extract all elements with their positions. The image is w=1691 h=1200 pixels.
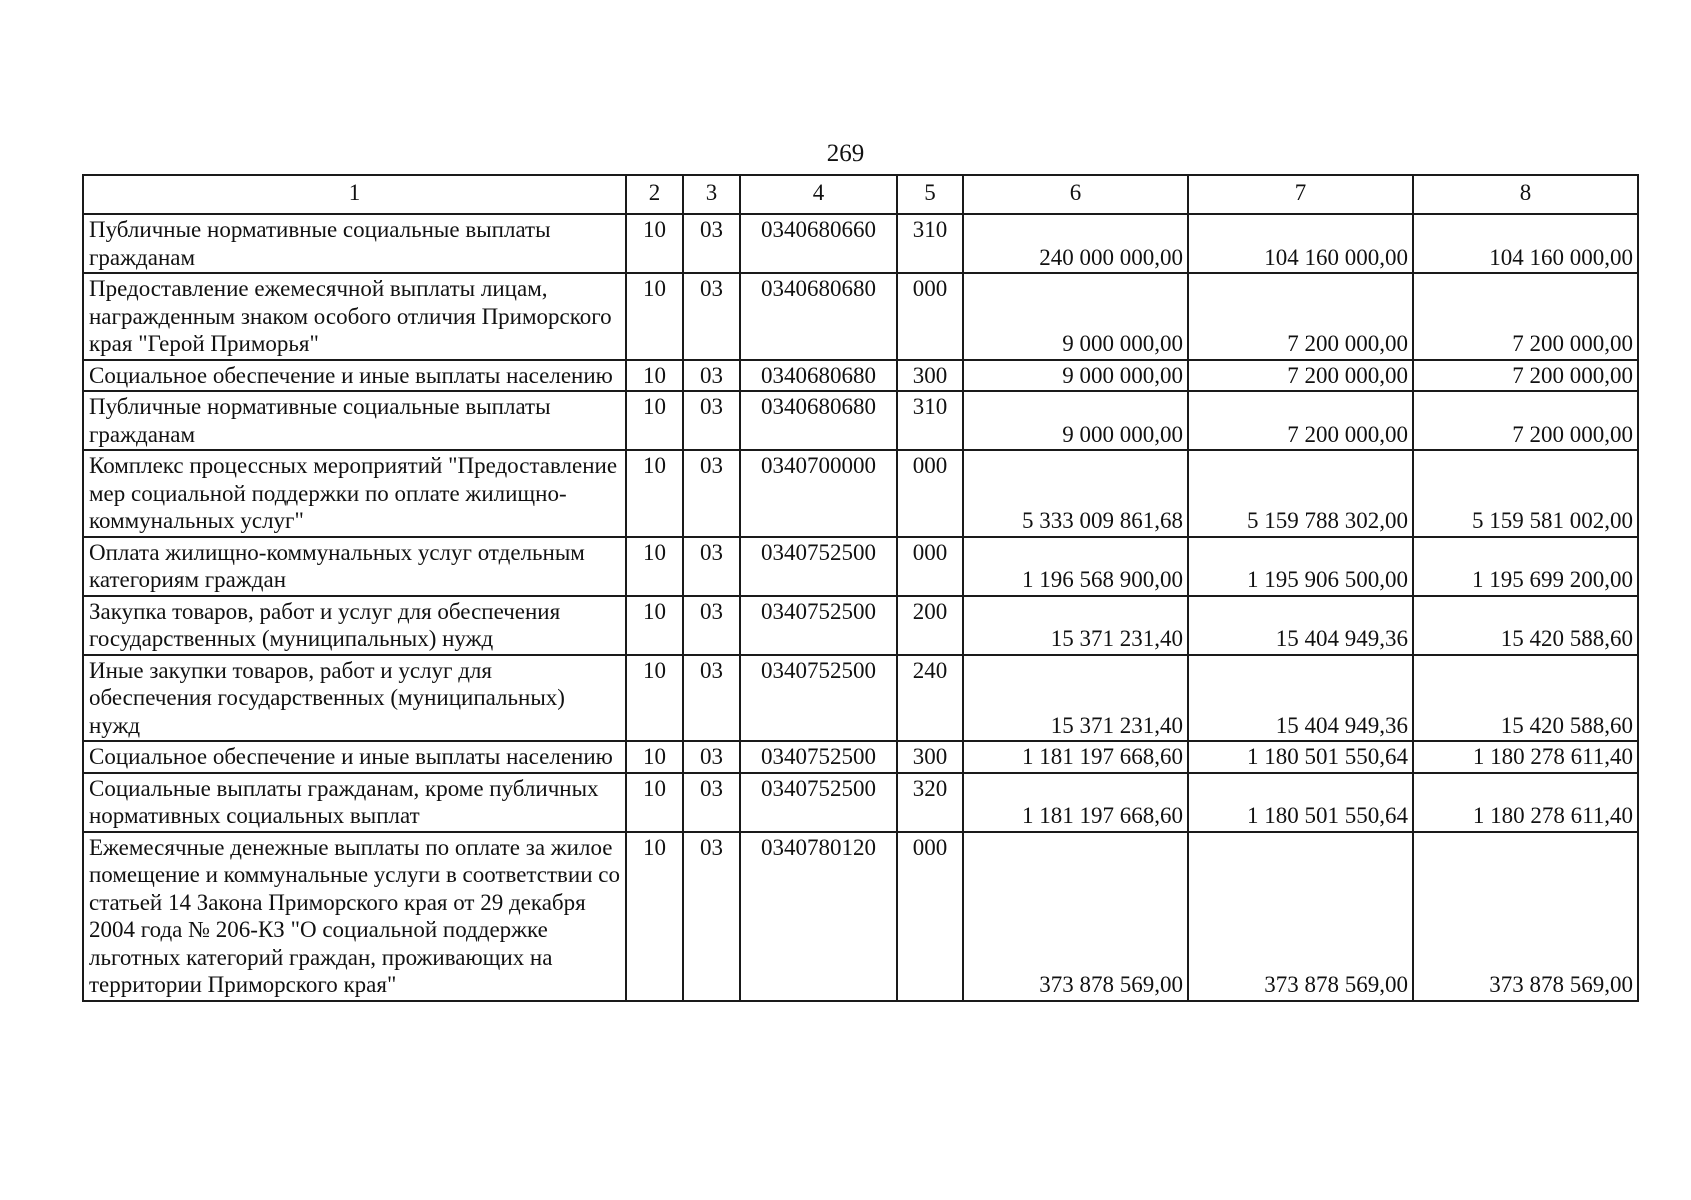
- row-amount-8: 1 195 699 200,00: [1413, 537, 1638, 596]
- row-subsection: 03: [683, 273, 740, 360]
- row-name: Публичные нормативные социальные выплаты гражданам: [83, 391, 626, 450]
- row-amount-7: 1 195 906 500,00: [1188, 537, 1413, 596]
- row-amount-6: 15 371 231,40: [963, 655, 1188, 742]
- row-name: Предоставление ежемесячной выплаты лицам, награжденным знаком особого отличия Приморского края "Герой Приморья": [83, 273, 626, 360]
- row-section: 10: [626, 741, 683, 773]
- row-section: 10: [626, 832, 683, 1001]
- row-section: 10: [626, 773, 683, 832]
- row-subsection: 03: [683, 214, 740, 273]
- row-subsection: 03: [683, 773, 740, 832]
- row-expense-type: 320: [897, 773, 963, 832]
- row-amount-8: 15 420 588,60: [1413, 655, 1638, 742]
- row-subsection: 03: [683, 832, 740, 1001]
- row-amount-7: 7 200 000,00: [1188, 391, 1413, 450]
- row-expense-type: 300: [897, 360, 963, 392]
- row-amount-7: 7 200 000,00: [1188, 273, 1413, 360]
- row-expense-type: 310: [897, 391, 963, 450]
- row-expense-type: 000: [897, 450, 963, 537]
- row-amount-6: 9 000 000,00: [963, 360, 1188, 392]
- row-section: 10: [626, 214, 683, 273]
- table-row: [83, 741, 1638, 773]
- column-header-3: 3: [683, 175, 740, 214]
- row-amount-7: 7 200 000,00: [1188, 360, 1413, 392]
- table-row: [83, 360, 1638, 392]
- row-subsection: 03: [683, 391, 740, 450]
- row-amount-8: 1 180 278 611,40: [1413, 741, 1638, 773]
- row-subsection: 03: [683, 537, 740, 596]
- row-expense-type: 310: [897, 214, 963, 273]
- row-target-code: 0340752500: [740, 655, 897, 742]
- table-row: [83, 391, 1638, 450]
- row-section: 10: [626, 360, 683, 392]
- row-target-code: 0340752500: [740, 537, 897, 596]
- table-row: [83, 450, 1638, 537]
- row-amount-7: 104 160 000,00: [1188, 214, 1413, 273]
- header-row: [83, 175, 1638, 214]
- row-section: 10: [626, 391, 683, 450]
- row-amount-8: 7 200 000,00: [1413, 273, 1638, 360]
- row-amount-8: 7 200 000,00: [1413, 391, 1638, 450]
- row-amount-6: 9 000 000,00: [963, 391, 1188, 450]
- row-name: Комплекс процессных мероприятий "Предоставление мер социальной поддержки по оплате жилищно-коммунальных услуг": [83, 450, 626, 537]
- row-name: Закупка товаров, работ и услуг для обеспечения государственных (муниципальных) нужд: [83, 596, 626, 655]
- row-amount-6: 373 878 569,00: [963, 832, 1188, 1001]
- row-amount-7: 373 878 569,00: [1188, 832, 1413, 1001]
- row-expense-type: 200: [897, 596, 963, 655]
- row-amount-6: 1 181 197 668,60: [963, 741, 1188, 773]
- row-target-code: 0340752500: [740, 741, 897, 773]
- row-expense-type: 240: [897, 655, 963, 742]
- budget-table: [82, 174, 1639, 1002]
- row-section: 10: [626, 596, 683, 655]
- table-row: [83, 214, 1638, 273]
- table-row: [83, 596, 1638, 655]
- table-row: [83, 832, 1638, 1001]
- row-name: Социальные выплаты гражданам, кроме публичных нормативных социальных выплат: [83, 773, 626, 832]
- row-name: Публичные нормативные социальные выплаты гражданам: [83, 214, 626, 273]
- row-section: 10: [626, 273, 683, 360]
- row-amount-7: 1 180 501 550,64: [1188, 773, 1413, 832]
- row-name: Иные закупки товаров, работ и услуг для обеспечения государственных (муниципальных) нужд: [83, 655, 626, 742]
- row-subsection: 03: [683, 655, 740, 742]
- column-header-6: 6: [963, 175, 1188, 214]
- row-section: 10: [626, 450, 683, 537]
- row-target-code: 0340700000: [740, 450, 897, 537]
- row-amount-8: 15 420 588,60: [1413, 596, 1638, 655]
- row-target-code: 0340680680: [740, 273, 897, 360]
- row-target-code: 0340680660: [740, 214, 897, 273]
- row-expense-type: 300: [897, 741, 963, 773]
- row-amount-6: 1 196 568 900,00: [963, 537, 1188, 596]
- row-subsection: 03: [683, 596, 740, 655]
- row-amount-6: 1 181 197 668,60: [963, 773, 1188, 832]
- row-target-code: 0340752500: [740, 773, 897, 832]
- row-amount-7: 15 404 949,36: [1188, 596, 1413, 655]
- column-header-2: 2: [626, 175, 683, 214]
- row-target-code: 0340752500: [740, 596, 897, 655]
- row-name: Социальное обеспечение и иные выплаты населению: [83, 360, 626, 392]
- table-row: [83, 655, 1638, 742]
- row-expense-type: 000: [897, 832, 963, 1001]
- table-row: [83, 273, 1638, 360]
- row-subsection: 03: [683, 450, 740, 537]
- row-amount-6: 15 371 231,40: [963, 596, 1188, 655]
- row-amount-6: 240 000 000,00: [963, 214, 1188, 273]
- row-section: 10: [626, 537, 683, 596]
- row-subsection: 03: [683, 741, 740, 773]
- column-header-8: 8: [1413, 175, 1638, 214]
- row-name: Оплата жилищно-коммунальных услуг отдельным категориям граждан: [83, 537, 626, 596]
- row-target-code: 0340680680: [740, 391, 897, 450]
- row-amount-6: 9 000 000,00: [963, 273, 1188, 360]
- column-header-5: 5: [897, 175, 963, 214]
- row-amount-8: 1 180 278 611,40: [1413, 773, 1638, 832]
- row-expense-type: 000: [897, 273, 963, 360]
- row-amount-7: 5 159 788 302,00: [1188, 450, 1413, 537]
- row-target-code: 0340680680: [740, 360, 897, 392]
- row-name: Ежемесячные денежные выплаты по оплате за жилое помещение и коммунальные услуги в соответствии со статьей 14 Закона Приморского края от 29 декабря 2004 года № 206-КЗ "О социальной поддержке льготных категорий граждан, проживающих на территории Приморского края": [83, 832, 626, 1001]
- page-number: 269: [826, 140, 865, 167]
- row-amount-6: 5 333 009 861,68: [963, 450, 1188, 537]
- row-amount-8: 7 200 000,00: [1413, 360, 1638, 392]
- row-target-code: 0340780120: [740, 832, 897, 1001]
- row-amount-7: 1 180 501 550,64: [1188, 741, 1413, 773]
- row-amount-8: 373 878 569,00: [1413, 832, 1638, 1001]
- row-expense-type: 000: [897, 537, 963, 596]
- table-row: [83, 773, 1638, 832]
- row-amount-7: 15 404 949,36: [1188, 655, 1413, 742]
- table-row: [83, 537, 1638, 596]
- row-section: 10: [626, 655, 683, 742]
- row-subsection: 03: [683, 360, 740, 392]
- column-header-4: 4: [740, 175, 897, 214]
- row-amount-8: 5 159 581 002,00: [1413, 450, 1638, 537]
- row-name: Социальное обеспечение и иные выплаты населению: [83, 741, 626, 773]
- column-header-1: 1: [83, 175, 626, 214]
- row-amount-8: 104 160 000,00: [1413, 214, 1638, 273]
- column-header-7: 7: [1188, 175, 1413, 214]
